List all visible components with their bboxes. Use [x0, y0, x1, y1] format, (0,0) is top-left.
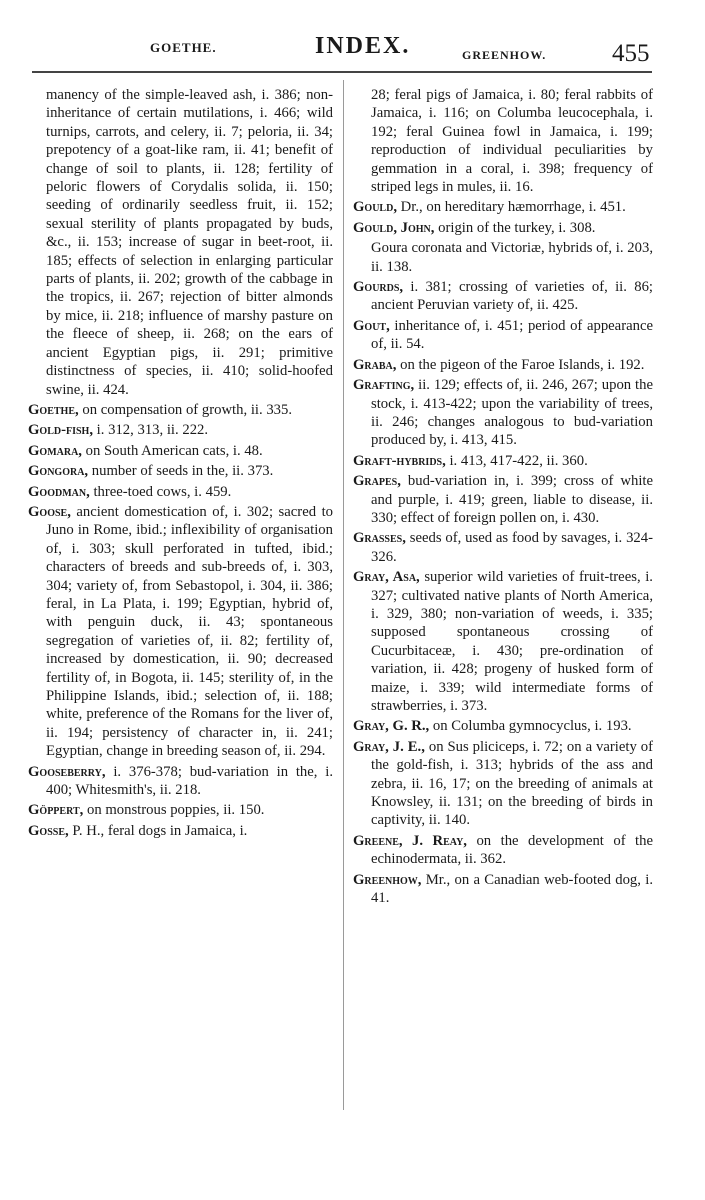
index-entry	[353, 356, 653, 374]
index-entry	[28, 503, 333, 761]
index-entry-text: on Sus pliciceps, i. 72; on a variety of the gold-fish, i. 313; hybrids of the ass and zebra, ii. 16, 17; on the breeding of animals at Knowsley, ii. 131; on the breeding of birds in captivity, ii. 140.	[371, 738, 654, 829]
index-headword: Graft-hybrids,	[353, 452, 446, 469]
running-head-title: INDEX.	[315, 33, 411, 59]
column-divider	[343, 80, 344, 1110]
index-entry-text: i. 381; crossing of varieties of, ii. 86; ancient Peruvian variety of, ii. 425.	[371, 279, 653, 314]
running-head-left: GOETHE.	[150, 40, 217, 55]
index-entry-text: number of seeds in the, ii. 373.	[88, 463, 274, 480]
index-column-left	[28, 86, 333, 842]
index-headword: Gould, John,	[353, 219, 435, 236]
index-headword: Goose,	[28, 503, 71, 520]
index-entry	[28, 763, 333, 800]
index-entry	[28, 442, 333, 460]
index-entry	[353, 738, 653, 830]
index-entry	[353, 452, 653, 470]
index-entry-text: seeds of, used as food by savages, i. 324-326.	[371, 530, 653, 565]
index-entry	[28, 86, 333, 399]
index-entry-text: Goura coronata and Victoriæ, hybrids of, i. 203, ii. 138.	[371, 240, 653, 275]
index-headword: Gould,	[353, 199, 397, 216]
index-headword: Gray, J. E.,	[353, 738, 425, 755]
index-entry	[353, 376, 653, 450]
index-entry-text: ancient domestication of, i. 302; sacred to Juno in Rome, ibid.; inflexibility of organisation of, i. 303; skull perforated in tufted, ibid.; characters of breeds and sub-breeds of, i. 303, 304; variety of, from Sebastopol, i. 304, ii. 386; feral, in La Plata, i. 199; Egyptian, hybrid of, with penguin duck, ii. 43; spontaneous segregation of varieties of, ii. 82; fertility of, increased by domestication, ii. 90; decreased fertility of, in Bogota, ii. 145; sterility of, in the Philippine Islands, ibid.; selection of, ii. 188; white, preference of the Romans for the liver of, ii. 194; persistency of character in, ii. 241; Egyptian, change in breeding season of, ii. 294.	[46, 503, 333, 760]
index-entry	[353, 317, 653, 354]
index-entry-text: inheritance of, i. 451; period of appearance of, ii. 54.	[371, 317, 653, 353]
index-entry	[353, 239, 653, 276]
index-entry	[353, 529, 653, 566]
index-entry-text: Dr., on hereditary hæmorrhage, i. 451.	[397, 199, 626, 216]
index-entry	[28, 801, 333, 819]
index-entry-text: ii. 129; effects of, ii. 246, 267; upon the stock, i. 413-422; upon the variability of trees, ii. 246; changes analogous to bud-variation produced by, i. 413, 415.	[371, 377, 653, 449]
index-entry	[353, 472, 653, 527]
index-headword: Goodman,	[28, 483, 90, 500]
index-headword: Grasses,	[353, 530, 406, 547]
index-headword: Greenhow,	[353, 871, 422, 888]
index-entry-text: on South American cats, i. 48.	[81, 442, 263, 459]
index-entry-text: on monstrous poppies, ii. 150.	[83, 802, 265, 819]
index-entry	[353, 832, 653, 869]
index-entry	[28, 421, 333, 439]
index-entry	[353, 198, 653, 216]
index-entry	[28, 822, 333, 840]
page-number: 455	[612, 40, 650, 67]
index-headword: Goethe,	[28, 401, 79, 418]
index-headword: Grapes,	[353, 473, 401, 490]
index-column-right	[353, 86, 653, 909]
index-headword: Göppert,	[28, 802, 84, 819]
index-entry-text: P. H., feral dogs in Jamaica, i.	[68, 822, 248, 839]
index-entry	[28, 462, 333, 480]
index-entry	[353, 717, 653, 735]
index-entry	[353, 86, 653, 196]
index-entry-text: on the pigeon of the Faroe Islands, i. 192.	[396, 356, 645, 373]
index-headword: Gray, G. R.,	[353, 718, 430, 735]
index-entry-text: on the development of the echinodermata, ii. 362.	[371, 832, 653, 868]
index-entry-text: on Columba gymnocyclus, i. 193.	[429, 718, 632, 735]
index-headword: Gomara,	[28, 442, 82, 459]
index-entry-text: i. 413, 417-422, ii. 360.	[445, 452, 588, 469]
index-entry	[353, 568, 653, 715]
header-rule	[32, 71, 652, 73]
index-entry-text: manency of the simple-leaved ash, i. 386; non-inheritance of certain mutilations, i. 466; wild turnips, carrots, and celery, ii. 7; peloria, ii. 34; prepotency of a goat-like ram, ii. 41; benefit of change of soil to plants, ii. 128; fertility of peloric flowers of Corydalis solida, ii. 150; seeding of ordinarily seedless fruit, ii. 152; sexual sterility of plants propagated by buds, &c., ii. 153; increase of sugar in beet-root, ii. 185; effects of selection in enlarging particular parts of plants, ii. 202; growth of the cabbage in the tropics, ii. 267; rejection of bitter almonds by mice, ii. 218; influence of marshy pasture on the fleece of sheep, ii. 268; on the ears of ancient Egyptian pigs, ii. 291; primitive distinctness of species, ii. 410; solid-hoofed swine, ii. 424.	[46, 87, 333, 398]
index-headword: Graba,	[353, 356, 397, 373]
index-headword: Gourds,	[353, 279, 404, 296]
index-entry-text: bud-variation in, i. 399; cross of white and purple, i. 419; green, liable to disease, ii. 330; effect of foreign pollen on, i. 430.	[371, 473, 653, 526]
index-entry-text: Mr., on a Canadian web-footed dog, i. 41.	[371, 871, 653, 907]
index-headword: Gooseberry,	[28, 763, 106, 780]
index-entry-text: three-toed cows, i. 459.	[89, 483, 232, 500]
index-entry-text: i. 312, 313, ii. 222.	[93, 422, 209, 439]
index-entry	[28, 401, 333, 419]
index-entry-text: origin of the turkey, i. 308.	[434, 219, 596, 236]
index-entry	[28, 483, 333, 501]
index-headword: Grafting,	[353, 377, 415, 394]
index-entry	[353, 871, 653, 908]
index-entry-text: 28; feral pigs of Jamaica, i. 80; feral rabbits of Jamaica, i. 116; on Columba leucocephala, i. 192; feral Guinea fowl in Jamaica, i. 199; reproduction of individual peculiarities by gemmation in a coral, i. 398; frequency of striped legs in mules, ii. 16.	[371, 87, 653, 196]
index-entry-text: superior wild varieties of fruit-trees, i. 327; cultivated native plants of North America, i. 329, 380; non-variation of weeds, i. 335; supposed spontaneous crossing of Cucurbitaceæ, i. 430; pre-ordination of variation, ii. 428; progeny of husked form of maize, i. 339; wild intermediate forms of strawberries, i. 373.	[371, 569, 653, 714]
index-headword: Greene, J. Reay,	[353, 832, 467, 849]
index-entry	[353, 278, 653, 315]
index-headword: Gosse,	[28, 822, 69, 839]
index-headword: Gold-fish,	[28, 422, 93, 439]
index-entry-text: on compensation of growth, ii. 335.	[78, 401, 293, 418]
index-entry	[353, 219, 653, 237]
running-head-right: GREENHOW.	[462, 48, 547, 62]
index-headword: Gout,	[353, 317, 390, 334]
index-headword: Gray, Asa,	[353, 569, 420, 586]
index-entry-text: i. 376-378; bud-variation in the, i. 400; Whitesmith's, ii. 218.	[46, 763, 333, 799]
index-headword: Gongora,	[28, 463, 89, 480]
